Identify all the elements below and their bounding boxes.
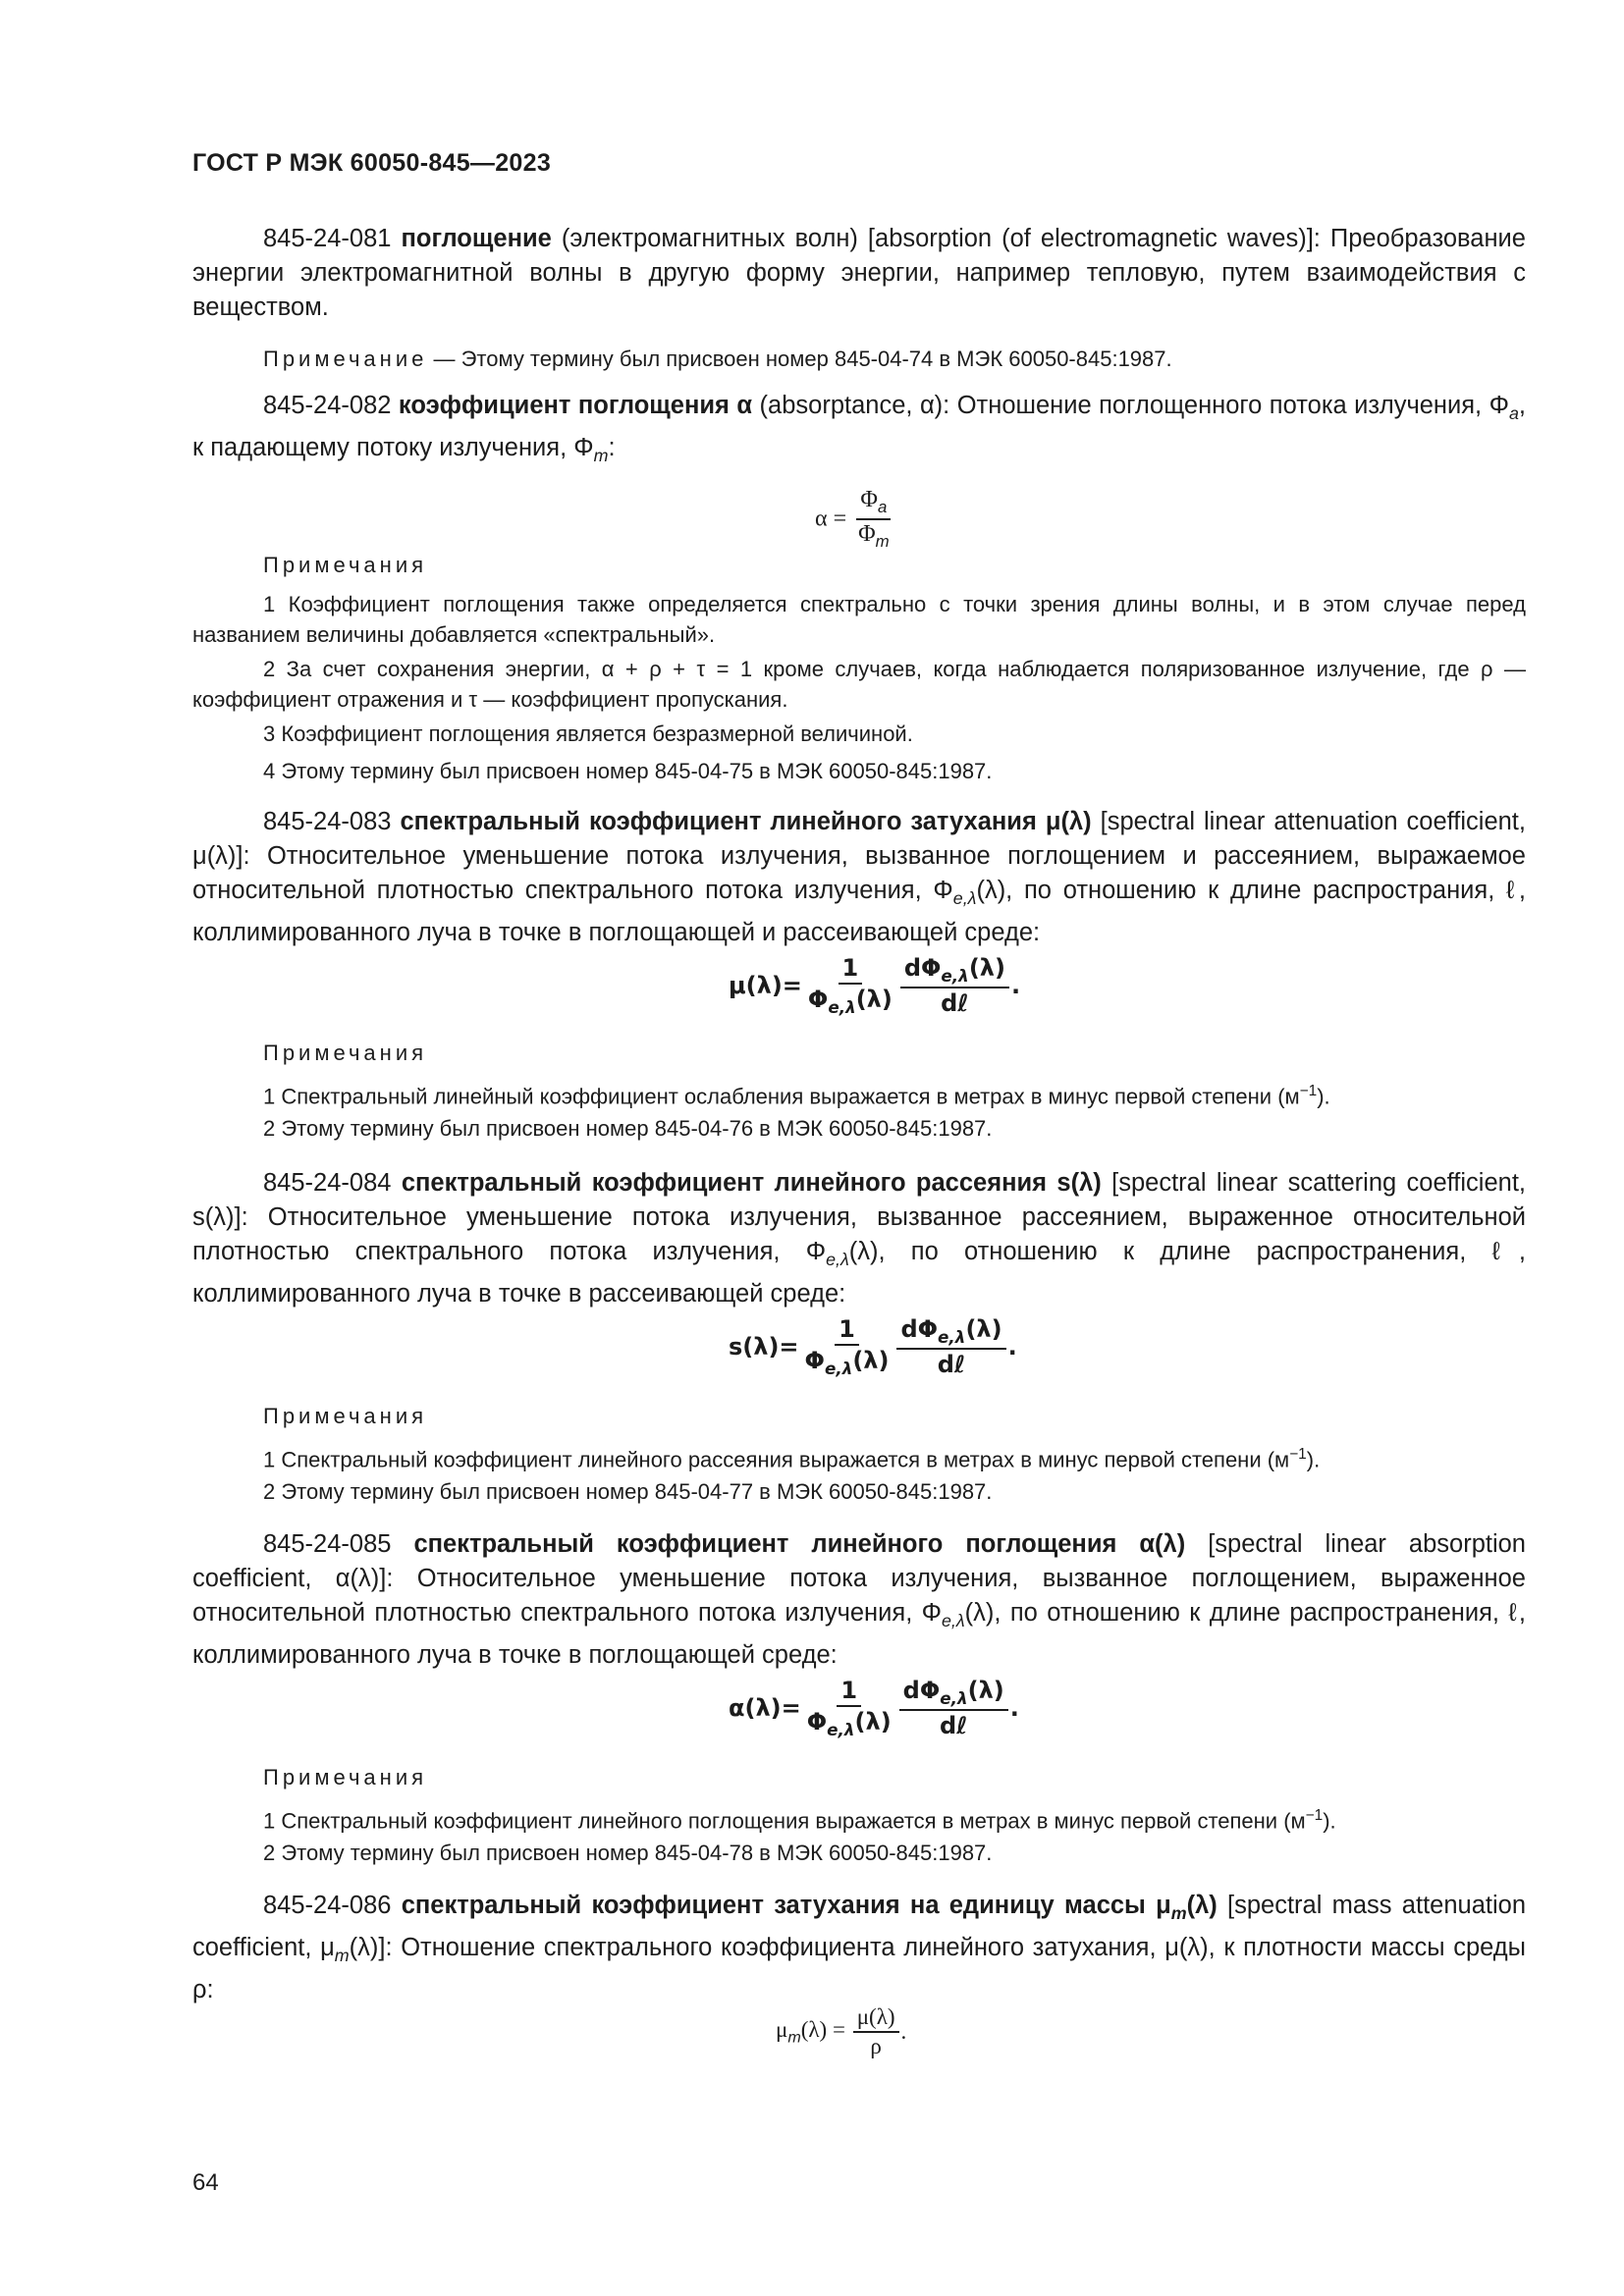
note-082-3: 3 Коэффициент поглощения является безразмерной величиной. bbox=[263, 721, 913, 746]
formula-mu: μ(λ)= $\frac{1}{\Phi_{e,\lambda}(\lambda)}$ $\frac{d\Phi_{e,\lambda}(\lambda)}{\text{dℓ}}$ . bbox=[729, 954, 1021, 1017]
note-085-2: 2 Этому термину был присвоен номер 845-04-78 в МЭК 60050-845:1987. bbox=[263, 1841, 993, 1865]
note-084-2: 2 Этому термину был присвоен номер 845-04-77 в МЭК 60050-845:1987. bbox=[263, 1479, 993, 1504]
formula-mass-attenuation: $\mu_m(\lambda)$ = $\frac{\mu(\lambda)}{\rho}$ . bbox=[776, 2004, 907, 2058]
notes-heading-082: Примечания bbox=[263, 553, 428, 577]
page-header: ГОСТ Р МЭК 60050-845—2023 bbox=[192, 149, 552, 177]
note-845-24-081: Примечание — Этому термину был присвоен номер 845-04-74 в МЭК 60050-845:1987. bbox=[263, 347, 1172, 371]
note-082-1: 1 Коэффициент поглощения также определяется спектрально с точки зрения длины волны, и в этом случае перед названием величины добавляется «спектральный». bbox=[192, 592, 1526, 647]
note-083-1: 1 Спектральный линейный коэффициент ослабления выражается в метрах в минус первой степени $(м^{-1})$. bbox=[263, 1083, 1330, 1109]
note-083-2: 2 Этому термину был присвоен номер 845-04-76 в МЭК 60050-845:1987. bbox=[263, 1116, 993, 1141]
formula-alpha: α(λ)= $\frac{1}{\Phi_{e,\lambda}(\lambda)}$ $\frac{d\Phi_{e,\lambda}(\lambda)}{\text{dℓ}}$ . bbox=[729, 1677, 1019, 1739]
note-082-2: 2 За счет сохранения энергии, α + ρ + τ = 1 кроме случаев, когда наблюдается поляризованное излучение, где ρ — коэффициент отражения и τ — коэффициент пропускания. bbox=[192, 657, 1526, 712]
term-845-24-083: 845-24-083 спектральный коэффициент линейного затухания μ(λ) [spectral linear attenuation coefficient, μ(λ)]: Относительное уменьшение потока излучения, вызванное поглощением и рассеянием, выражаемое относительной плотностью спектрального потока излучения, $\Phi_{e,\lambda}(\lambda)$, по отношению к длине распространия, ℓ, коллимированного луча в точке в поглощающей и рассеивающей среде: bbox=[192, 808, 1526, 947]
term-845-24-086: 845-24-086 спектральный коэффициент затухания на единицу массы $\mu_m(\lambda)$ [spectral mass attenuation coefficient, $\mu_m(\lambda)$]: Отношение спектрального коэффициента линейного затухания, μ(λ), к плотности массы среды ρ: bbox=[192, 1892, 1526, 2004]
note-085-1: 1 Спектральный коэффициент линейного поглощения выражается в метрах в минус первой степени $(м^{-1})$. bbox=[263, 1807, 1336, 1834]
term-845-24-085: 845-24-085 спектральный коэффициент линейного поглощения α(λ) [spectral linear absorption coefficient, α(λ)]: Относительное уменьшение потока излучения, вызванное поглощением, выраженное относительной плотностью спектрального потока излучения, $\Phi_{e,\lambda}(\lambda)$, по отношению к длине распространения, ℓ, коллимированного луча в точке в поглощающей среде: bbox=[192, 1530, 1526, 1670]
page-number: 64 bbox=[192, 2169, 219, 2196]
formula-s: s(λ)= $\frac{1}{\Phi_{e,\lambda}(\lambda)}$ $\frac{d\Phi_{e,\lambda}(\lambda)}{\text{dℓ}}$ . bbox=[729, 1315, 1017, 1378]
formula-absorptance: α = $\frac{\Phi_a}{\Phi_m}$ bbox=[815, 487, 890, 551]
term-845-24-084: 845-24-084 спектральный коэффициент линейного рассеяния s(λ) [spectral linear scattering coefficient, s(λ)]: Относительное уменьшение потока излучения, вызванное рассеянием, выраженное относительной плотностью спектрального потока излучения, $\Phi_{e,\lambda}(\lambda)$, по отношению к длине распространения, ℓ, коллимированного луча в точке в рассеивающей среде: bbox=[192, 1169, 1526, 1308]
notes-heading-083: Примечания bbox=[263, 1041, 428, 1065]
notes-heading-084: Примечания bbox=[263, 1404, 428, 1428]
term-845-24-082: 845-24-082 коэффициент поглощения α (absorptance, α): Отношение поглощенного потока излучения, $\Phi_a$, к падающему потоку излучения, $\Phi_m$: bbox=[192, 392, 1526, 466]
note-084-1: 1 Спектральный коэффициент линейного рассеяния выражается в метрах в минус первой степени $(м^{-1})$. bbox=[263, 1446, 1321, 1472]
notes-heading-085: Примечания bbox=[263, 1765, 428, 1789]
term-845-24-081: 845-24-081 поглощение (электромагнитных волн) [absorption (of electromagnetic waves)]: Преобразование энергии электромагнитной волны в другую форму энергии, например тепловую, путем взаимодействия с веществом. bbox=[192, 225, 1526, 321]
note-082-4: 4 Этому термину был присвоен номер 845-04-75 в МЭК 60050-845:1987. bbox=[263, 759, 993, 783]
